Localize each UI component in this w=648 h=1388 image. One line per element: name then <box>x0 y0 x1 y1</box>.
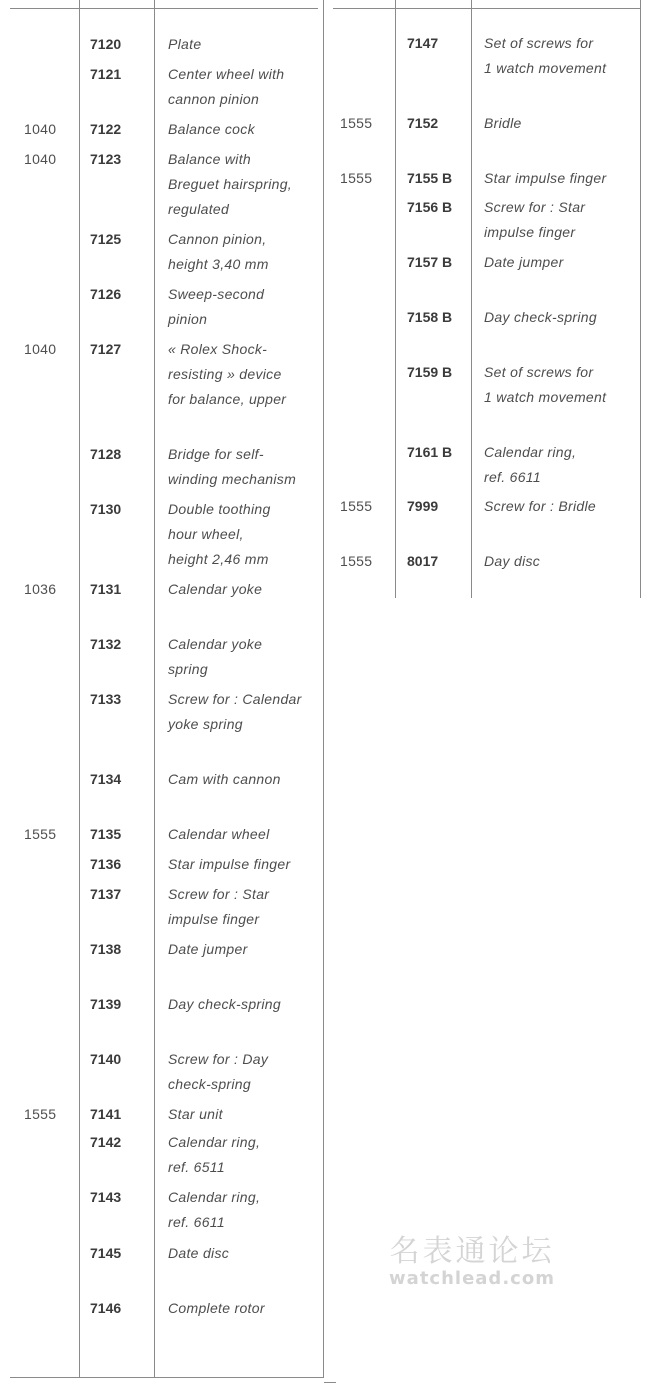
part-description <box>168 767 281 792</box>
calibre-number: 1555 <box>340 553 373 569</box>
part-number: 7130 <box>90 501 122 517</box>
part-description <box>168 147 292 222</box>
description-line: resisting » device <box>168 366 282 382</box>
description-line: Screw for : Calendar <box>168 691 302 707</box>
part-description <box>168 992 281 1017</box>
left-table-divider-2 <box>154 0 155 1378</box>
description-line: Balance with <box>168 151 251 167</box>
part-description <box>168 1241 229 1266</box>
part-description <box>168 1047 268 1097</box>
part-description <box>484 305 597 330</box>
part-number: 8017 <box>407 553 439 569</box>
part-description <box>168 1130 260 1180</box>
part-number: 7152 <box>407 115 439 131</box>
part-description <box>168 442 296 492</box>
description-line: Day check-spring <box>168 996 281 1012</box>
description-line: check-spring <box>168 1076 251 1092</box>
part-number: 7121 <box>90 66 122 82</box>
description-line: Calendar yoke <box>168 581 263 597</box>
description-line: regulated <box>168 201 230 217</box>
description-line: Calendar yoke <box>168 636 263 652</box>
description-line: Cam with cannon <box>168 771 281 787</box>
part-number: 7140 <box>90 1051 122 1067</box>
part-number: 7134 <box>90 771 122 787</box>
part-description <box>168 117 255 142</box>
part-description <box>484 360 606 410</box>
part-description <box>168 822 269 847</box>
part-number: 7159 B <box>407 364 453 380</box>
calibre-number: 1555 <box>340 115 373 131</box>
calibre-number: 1036 <box>24 581 57 597</box>
part-number: 7161 B <box>407 444 453 460</box>
description-line: pinion <box>168 311 208 327</box>
description-line: height 3,40 mm <box>168 256 269 272</box>
calibre-number: 1555 <box>340 170 373 186</box>
part-description <box>484 440 576 490</box>
part-description <box>484 111 522 136</box>
description-line: « Rolex Shock- <box>168 341 268 357</box>
part-description <box>168 227 269 277</box>
part-description <box>168 852 290 877</box>
description-line: Date jumper <box>484 254 564 270</box>
calibre-number: 1040 <box>24 151 57 167</box>
description-line: Calendar ring, <box>168 1189 261 1205</box>
description-line: Star unit <box>168 1106 223 1122</box>
part-number: 7142 <box>90 1134 122 1150</box>
description-line: Day disc <box>484 553 541 569</box>
description-line: hour wheel, <box>168 526 244 542</box>
part-number: 7123 <box>90 151 122 167</box>
description-line: Screw for : Star <box>168 886 270 902</box>
part-description <box>484 549 540 574</box>
description-line: spring <box>168 661 208 677</box>
description-line: Double toothing <box>168 501 271 517</box>
part-description <box>484 195 585 245</box>
description-line: Star impulse finger <box>168 856 291 872</box>
part-description <box>168 687 302 737</box>
description-line: Star impulse finger <box>484 170 607 186</box>
part-number: 7156 B <box>407 199 453 215</box>
description-line: Sweep-second <box>168 286 265 302</box>
part-description <box>168 32 201 57</box>
description-line: height 2,46 mm <box>168 551 269 567</box>
part-description <box>168 882 269 932</box>
description-line: Complete rotor <box>168 1300 265 1316</box>
watermark-chinese: 名表通论坛 <box>389 1234 555 1269</box>
watermark <box>372 1235 572 1289</box>
part-number: 7135 <box>90 826 122 842</box>
part-description <box>484 166 606 191</box>
part-description <box>168 577 262 602</box>
description-line: Screw for : Star <box>484 199 586 215</box>
description-line: yoke spring <box>168 716 243 732</box>
left-table-divider-3 <box>323 0 324 1378</box>
description-line: Breguet hairspring, <box>168 176 292 192</box>
description-line: 1 watch movement <box>484 389 607 405</box>
left-table-top-rule <box>10 8 318 9</box>
description-line: Bridge for self- <box>168 446 264 462</box>
calibre-number: 1040 <box>24 341 57 357</box>
description-line: Center wheel with <box>168 66 285 82</box>
part-description <box>168 1185 260 1235</box>
part-number: 7155 B <box>407 170 453 186</box>
description-line: ref. 6511 <box>168 1159 225 1175</box>
left-table-bottom-rule <box>10 1377 324 1378</box>
part-description <box>484 31 606 81</box>
calibre-number: 1555 <box>24 826 57 842</box>
part-description <box>168 282 264 332</box>
description-line: ref. 6611 <box>484 469 541 485</box>
right-table-divider-3 <box>640 0 641 598</box>
part-number: 7146 <box>90 1300 122 1316</box>
part-number: 7127 <box>90 341 122 357</box>
description-line: Date jumper <box>168 941 248 957</box>
description-line: for balance, upper <box>168 391 287 407</box>
description-line: Cannon pinion, <box>168 231 267 247</box>
description-line: cannon pinion <box>168 91 260 107</box>
part-description <box>168 937 248 962</box>
part-number: 7147 <box>407 35 439 51</box>
part-number: 7999 <box>407 498 439 514</box>
part-number: 7157 B <box>407 254 453 270</box>
part-number: 7125 <box>90 231 122 247</box>
description-line: Set of screws for <box>484 364 594 380</box>
right-table-top-rule <box>333 8 641 9</box>
description-line: Calendar ring, <box>168 1134 261 1150</box>
calibre-number: 1040 <box>24 121 57 137</box>
part-number: 7126 <box>90 286 122 302</box>
description-line: Screw for : Day <box>168 1051 269 1067</box>
description-line: Calendar ring, <box>484 444 577 460</box>
part-number: 7143 <box>90 1189 122 1205</box>
description-line: Calendar wheel <box>168 826 270 842</box>
right-table-divider-2 <box>471 0 472 598</box>
calibre-number: 1555 <box>340 498 373 514</box>
part-description <box>484 250 564 275</box>
right-table-divider-1 <box>395 0 396 598</box>
part-description <box>168 497 271 572</box>
part-number: 7120 <box>90 36 122 52</box>
part-number: 7122 <box>90 121 122 137</box>
part-description <box>168 632 262 682</box>
part-number: 7133 <box>90 691 122 707</box>
part-number: 7128 <box>90 446 122 462</box>
description-line: Set of screws for <box>484 35 594 51</box>
part-number: 7131 <box>90 581 122 597</box>
description-line: Screw for : Bridle <box>484 498 596 514</box>
description-line: ref. 6611 <box>168 1214 225 1230</box>
description-line: 1 watch movement <box>484 60 607 76</box>
part-number: 7137 <box>90 886 122 902</box>
watermark-site: watchlead.com <box>389 1268 555 1289</box>
part-number: 7145 <box>90 1245 122 1261</box>
description-line: Bridle <box>484 115 522 131</box>
part-number: 7139 <box>90 996 122 1012</box>
part-description <box>168 1296 265 1321</box>
description-line: impulse finger <box>168 911 260 927</box>
description-line: Plate <box>168 36 202 52</box>
part-description <box>168 337 286 412</box>
left-table-divider-1 <box>79 0 80 1378</box>
part-number: 7158 B <box>407 309 453 325</box>
part-description <box>168 62 284 112</box>
left-table-bottom-tick <box>324 1382 336 1383</box>
part-number: 7138 <box>90 941 122 957</box>
description-line: Balance cock <box>168 121 255 137</box>
part-number: 7132 <box>90 636 122 652</box>
description-line: Day check-spring <box>484 309 597 325</box>
description-line: Date disc <box>168 1245 230 1261</box>
part-number: 7136 <box>90 856 122 872</box>
part-description <box>484 494 596 519</box>
part-description <box>168 1102 223 1127</box>
description-line: impulse finger <box>484 224 576 240</box>
part-number: 7141 <box>90 1106 122 1122</box>
description-line: winding mechanism <box>168 471 297 487</box>
calibre-number: 1555 <box>24 1106 57 1122</box>
